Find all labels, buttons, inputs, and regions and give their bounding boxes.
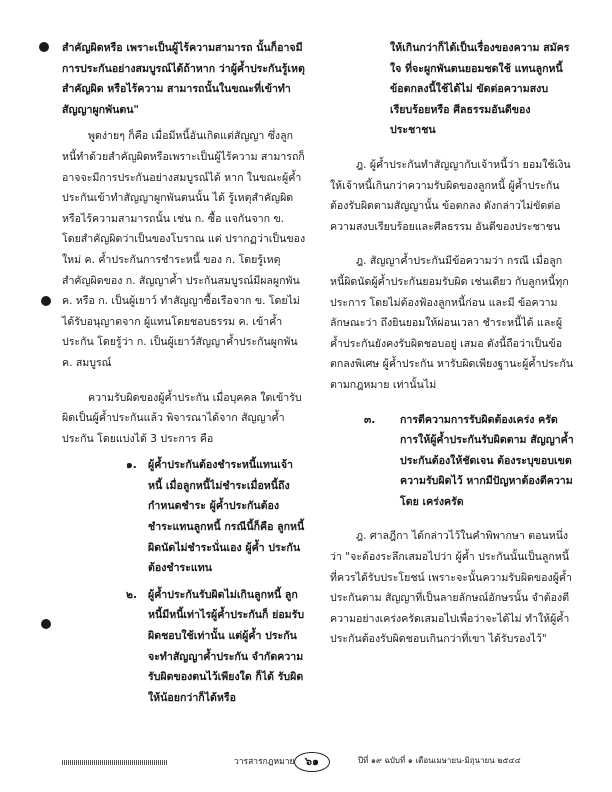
right-paragraph-2: ฎ. ผู้ค้ำประกันทำสัญญากับเจ้าหนี้ว่า ยอมใช้เงินให้เจ้าหนี้เกินกว่าความรับผิดของลูกหนี้ ผู้ค้ำประกันต้องรับผิดตามสัญญานั้น ข้อตกลง ดังกล่าวไม่ขัดต่อความสงบเรียบร้อยและศีลธรรม อันดีของประชาชน bbox=[330, 158, 571, 233]
numbered-item-2-text: ผู้ค้ำประกันรับผิดไม่เกินลูกหนี้ ลูกหนี้มีหนี้เท่าไรผู้ค้ำประกันก็ ย่อมรับผิดชอบใช้เท่านั้น แต่ผู้ค้ำ ประกันจะทำสัญญาค้ำประกัน จำกัดความรับผิดของตนไว้เพียงใด ก็ได้ รับผิดให้น้อยกว่าก็ได้หรือ bbox=[148, 588, 305, 704]
left-paragraph-1: สำคัญผิดหรือ เพราะเป็นผู้ไร้ความสามารถ นั้นก็อาจมีการประกันอย่างสมบูรณ์ได้ถ้าหาก ว่าผู้ค้ำประกันรู้เหตุสำคัญผิด หรือไร้ความ สามารถนั้นในขณะที่เข้าทำสัญญาผูกพันตน" bbox=[62, 42, 305, 116]
left-column bbox=[62, 38, 306, 708]
numbered-item-1 bbox=[62, 455, 306, 579]
page-number: ๖๑ bbox=[294, 752, 330, 772]
journal-name: วารสารกฎหมาย bbox=[234, 757, 295, 767]
numbered-item-3-text: การตีความการรับผิดต้องเคร่ง ครัดการให้ผู้ค้ำประกันรับผิดตาม สัญญาค้ำประกันต้องให้ชัดเจน ต้องระบุขอบเขตความรับผิดไว้ หากมีปัญหาต้องตีความโดย เคร่งครัด bbox=[400, 413, 574, 508]
bullet-mark-mid-left bbox=[41, 296, 51, 306]
left-paragraph-2: พูดง่ายๆ ก็คือ เมื่อมีหนี้อันเกิดแต่สัญญา ซึ่งลูกหนี้ทำด้วยสำคัญผิดหรือเพราะเป็นผู้ไร้ความ สามารถก็อาจจะมีการประกันอย่างสมบูรณ์ได้ หาก ในขณะผู้ค้ำประกันเข้าทำสัญญาผูกพันตนนั้น ได้ รู้เหตุสำคัญผิดหรือไร้ความสามารถนั้น เช่น ก. ซื้อ แจกันจาก ข. โดยสำคัญผิดว่าเป็นของโบราณ แต่ ปรากฏว่าเป็นของใหม่ ค. ค้ำประกันการชำระหนี้ ของ ก. โดยรู้เหตุสำคัญผิดของ ก. สัญญาค้ำ ประกันสมบูรณ์มีผลผูกพัน ค. หรือ ก. เป็นผู้เยาว์ ทำสัญญาซื้อเรือจาก ข. โดยไม่ได้รับอนุญาตจาก ผู้แทนโดยชอบธรรม ค. เข้าค้ำประกัน โดยรู้ว่า ก. เป็นผู้เยาว์สัญญาค้ำประกันผูกพัน ค. สมบูรณ์ bbox=[62, 130, 306, 369]
numbered-item-3-number: ๓. bbox=[364, 413, 376, 426]
numbered-item-1-number: ๑. bbox=[126, 459, 137, 472]
right-paragraph-1: ให้เกินกว่าก็ได้เป็นเรื่องของความ สมัครใจ ที่จะผูกพันตนยอมชดใช้ แทนลูกหนี้ ข้อตกลงนี้ใช้ได้ไม่ ขัดต่อความสงบเรียบร้อยหรือ ศีลธรรมอันดีของประชาชน bbox=[390, 42, 570, 137]
right-paragraph-3: ฎ. สัญญาค้ำประกันมีข้อความว่า กรณี เมื่อลูกหนี้ผิดนัดผู้ค้ำประกันยอมรับผิด เช่นเดียว กับลูกหนี้ทุกประการ โดยไม่ต้องฟ้องลูกหนี้ก่อน และมี ข้อความลักษณะว่า ถึงยินยอมให้ผ่อนเวลา ชำระหนี้ได้ และผู้ค้ำประกันยังคงรับผิดชอบอยู่ เสมอ ดังนี้ถือว่าเป็นข้อตกลงพิเศษ ผู้ค้ำประกัน หารับผิดเพียงฐานะผู้ค้ำประกันตามกฎหมาย เท่านั้นไม่ bbox=[330, 255, 574, 391]
numbered-item-3 bbox=[330, 410, 574, 513]
right-column bbox=[330, 38, 574, 650]
page-footer bbox=[62, 752, 574, 772]
numbered-item-2 bbox=[62, 585, 306, 709]
right-paragraph-4: ฎ. ศาลฎีกา ได้กล่าวไว้ในคำพิพากษา ตอนหนึ่งว่า "จะต้องระลึกเสมอไปว่า ผู้ค้ำ ประกันนั้นเป็นลูกหนี้ที่ควรได้รับประโยชน์ เพราะจะนั้นความรับผิดของผู้ค้ำประกันตาม สัญญาที่เป็นลายลักษณ์อักษรนั้น จำต้องตี ความอย่างเคร่งครัดเสมอไปเพื่อว่าจะได้ไม่ ทำให้ผู้ค้ำประกันต้องรับผิดชอบเกินกว่าที่เขา ได้รับรองไว้" bbox=[330, 530, 572, 646]
numbered-item-1-text: ผู้ค้ำประกันต้องชำระหนี้แทนเจ้าหนี้ เมื่อลูกหนี้ไม่ชำระเมื่อหนี้ถึง กำหนดชำระ ผู้ค้ำประกันต้อง ชำระแทนลูกหนี้ กรณีนี้ก็คือ ลูกหนี้ผิดนัดไม่ชำระนั่นเอง ผู้ค้ำ ประกันต้องชำระแทน bbox=[148, 459, 305, 575]
numbered-item-2-number: ๒. bbox=[126, 588, 138, 601]
bullet-mark-top-left bbox=[39, 42, 49, 52]
left-paragraph-3: ความรับผิดของผู้ค้ำประกัน เมื่อบุคคล ใดเข้ารับผิดเป็นผู้ค้ำประกันแล้ว พิจารณาได้จาก สัญญาค้ำประกัน โดยแบ่งได้ 3 ประการ คือ bbox=[62, 391, 302, 445]
footer-stripe-left bbox=[62, 760, 168, 765]
bullet-mark-bottom-left bbox=[41, 619, 51, 629]
issue-info: ปีที่ ๑๙ ฉบับที่ ๑ เดือนเมษายน-มิถุนายน ๒๕๔๔ bbox=[358, 756, 521, 765]
